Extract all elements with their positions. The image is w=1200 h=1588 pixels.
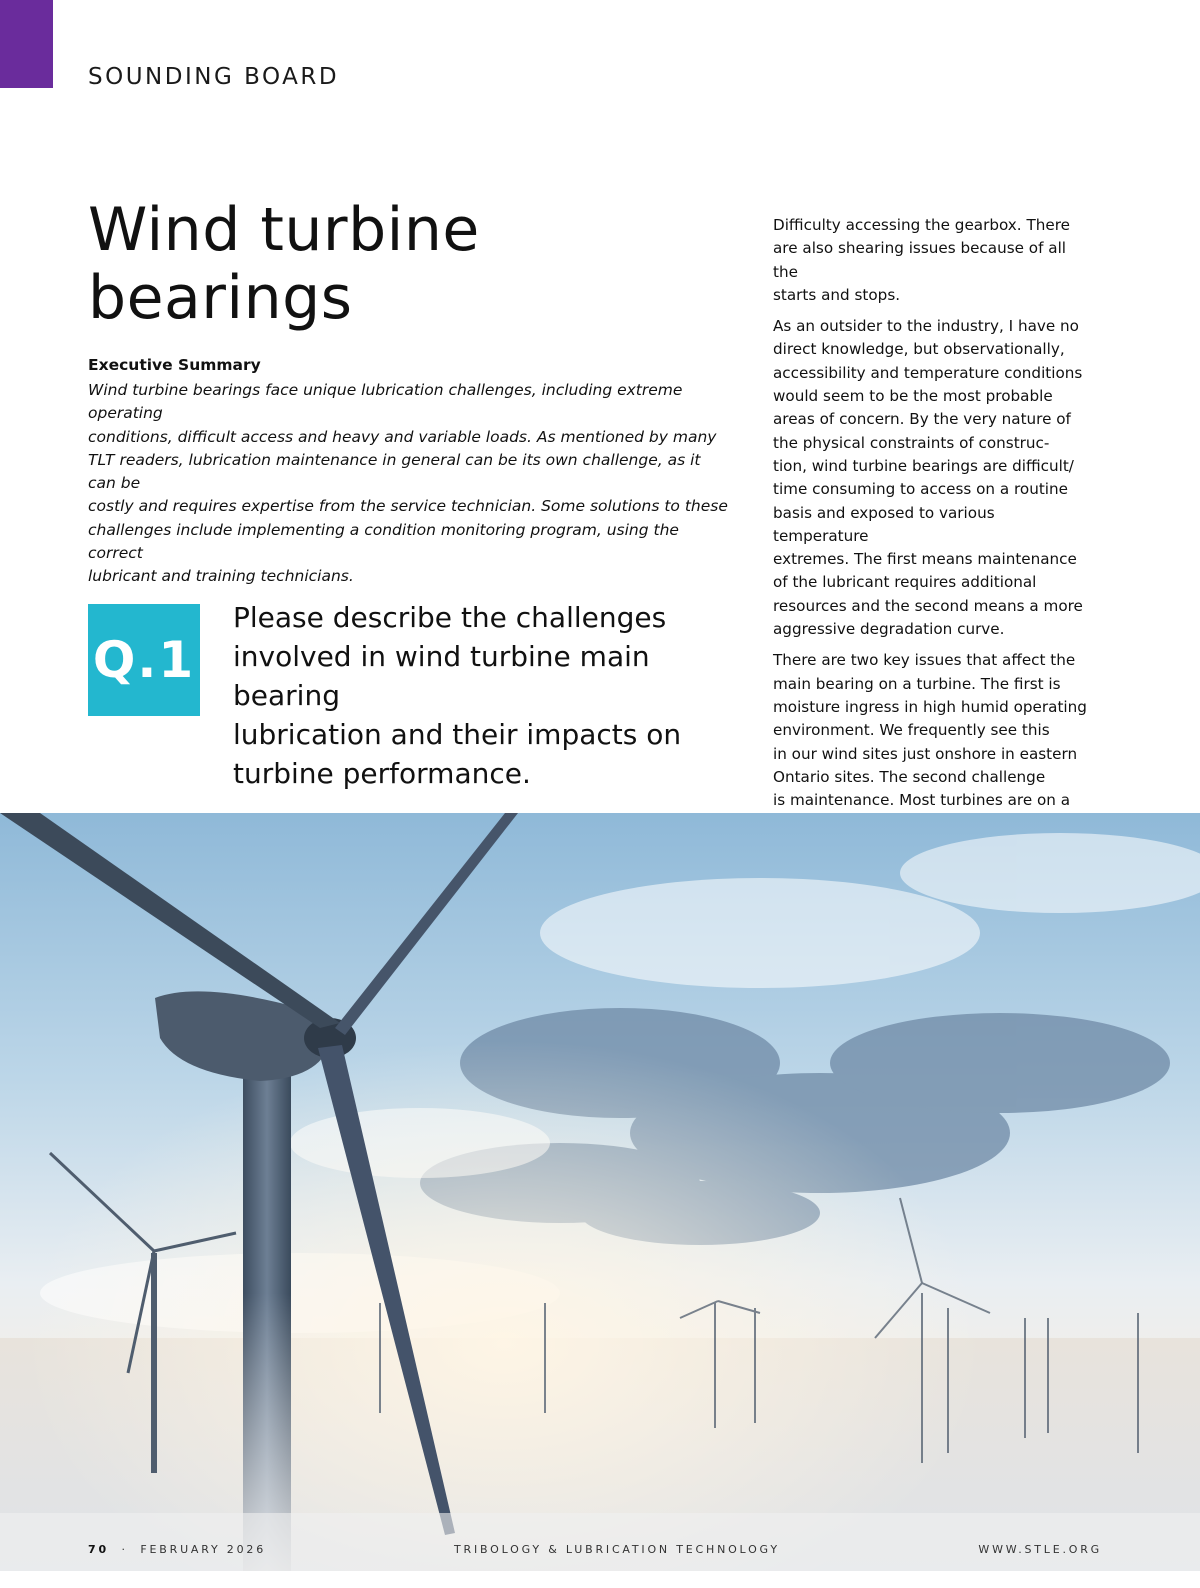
footer-separator: · [121, 1543, 128, 1556]
answer-paragraph-1 [773, 214, 1093, 307]
column-line: accessibility and temperature conditions [773, 363, 1083, 382]
section-color-tab [0, 0, 53, 88]
exec-line: challenges include implementing a condition monitoring program, using the correct [88, 520, 679, 563]
exec-line: lubricant and training technicians. [88, 567, 354, 586]
exec-line: conditions, difficult access and heavy and variable loads. As mentioned by many [88, 427, 717, 446]
issue-date: FEBRUARY 2026 [140, 1543, 266, 1556]
answer-paragraph-3 [773, 649, 1093, 812]
column-line: in our wind sites just onshore in eastern [773, 744, 1078, 763]
section-label: SOUNDING BOARD [88, 64, 340, 90]
wind-farm-illustration [0, 813, 1200, 1571]
wind-farm-photo [0, 813, 1200, 1571]
question-line: Please describe the challenges [233, 601, 667, 634]
page-number: 70 [88, 1543, 109, 1556]
column-line: would seem to be the most probable [773, 387, 1053, 406]
title-line-2: bearings [88, 263, 353, 333]
executive-summary-heading: Executive Summary [88, 356, 261, 374]
column-line: environment. We frequently see this [773, 721, 1050, 740]
column-line: areas of concern. By the very nature of [773, 410, 1071, 429]
question-line: turbine performance. [233, 757, 531, 790]
question-line: lubrication and their impacts on [233, 718, 682, 751]
column-line: tion, wind turbine bearings are difficult/ [773, 456, 1074, 475]
column-line: starts and stops. [773, 285, 901, 304]
footer-left [88, 1543, 266, 1556]
column-line: moisture ingress in high humid operating [773, 697, 1087, 716]
website-url: WWW.STLE.ORG [978, 1543, 1102, 1556]
column-line: of the lubricant requires additional [773, 573, 1037, 592]
exec-line: Wind turbine bearings face unique lubrication challenges, including extreme operating [88, 381, 683, 423]
column-line: direct knowledge, but observationally, [773, 340, 1065, 359]
column-line: Ontario sites. The second challenge [773, 767, 1046, 786]
column-line: extremes. The first means maintenance [773, 550, 1077, 569]
question-number-badge: Q.1 [88, 604, 200, 716]
title-line-1: Wind turbine [88, 195, 480, 265]
column-line: resources and the second means a more [773, 596, 1083, 615]
answer-column [773, 214, 1093, 820]
executive-summary-body [88, 379, 728, 589]
column-line: are also shearing issues because of all the [773, 239, 1067, 281]
column-line: There are two key issues that affect the [773, 651, 1076, 670]
column-line: As an outsider to the industry, I have no [773, 317, 1079, 336]
column-line: the physical constraints of construc- [773, 433, 1050, 452]
column-line: is maintenance. Most turbines are on a [773, 791, 1071, 810]
column-line: Difficulty accessing the gearbox. There [773, 216, 1070, 234]
column-line: basis and exposed to various temperature [773, 503, 995, 545]
exec-line: costly and requires expertise from the service technician. Some solutions to these [88, 497, 728, 516]
column-line: main bearing on a turbine. The first is [773, 674, 1061, 693]
question-text [233, 598, 733, 793]
column-line: time consuming to access on a routine [773, 480, 1068, 499]
question-line: involved in wind turbine main bearing [233, 640, 650, 712]
exec-line: TLT readers, lubrication maintenance in general can be its own challenge, as it can be [88, 450, 701, 493]
column-line: aggressive degradation curve. [773, 620, 1005, 639]
page-footer [0, 1543, 1200, 1563]
article-title [88, 196, 480, 332]
publication-name: TRIBOLOGY & LUBRICATION TECHNOLOGY [454, 1543, 780, 1556]
answer-paragraph-2 [773, 315, 1093, 641]
